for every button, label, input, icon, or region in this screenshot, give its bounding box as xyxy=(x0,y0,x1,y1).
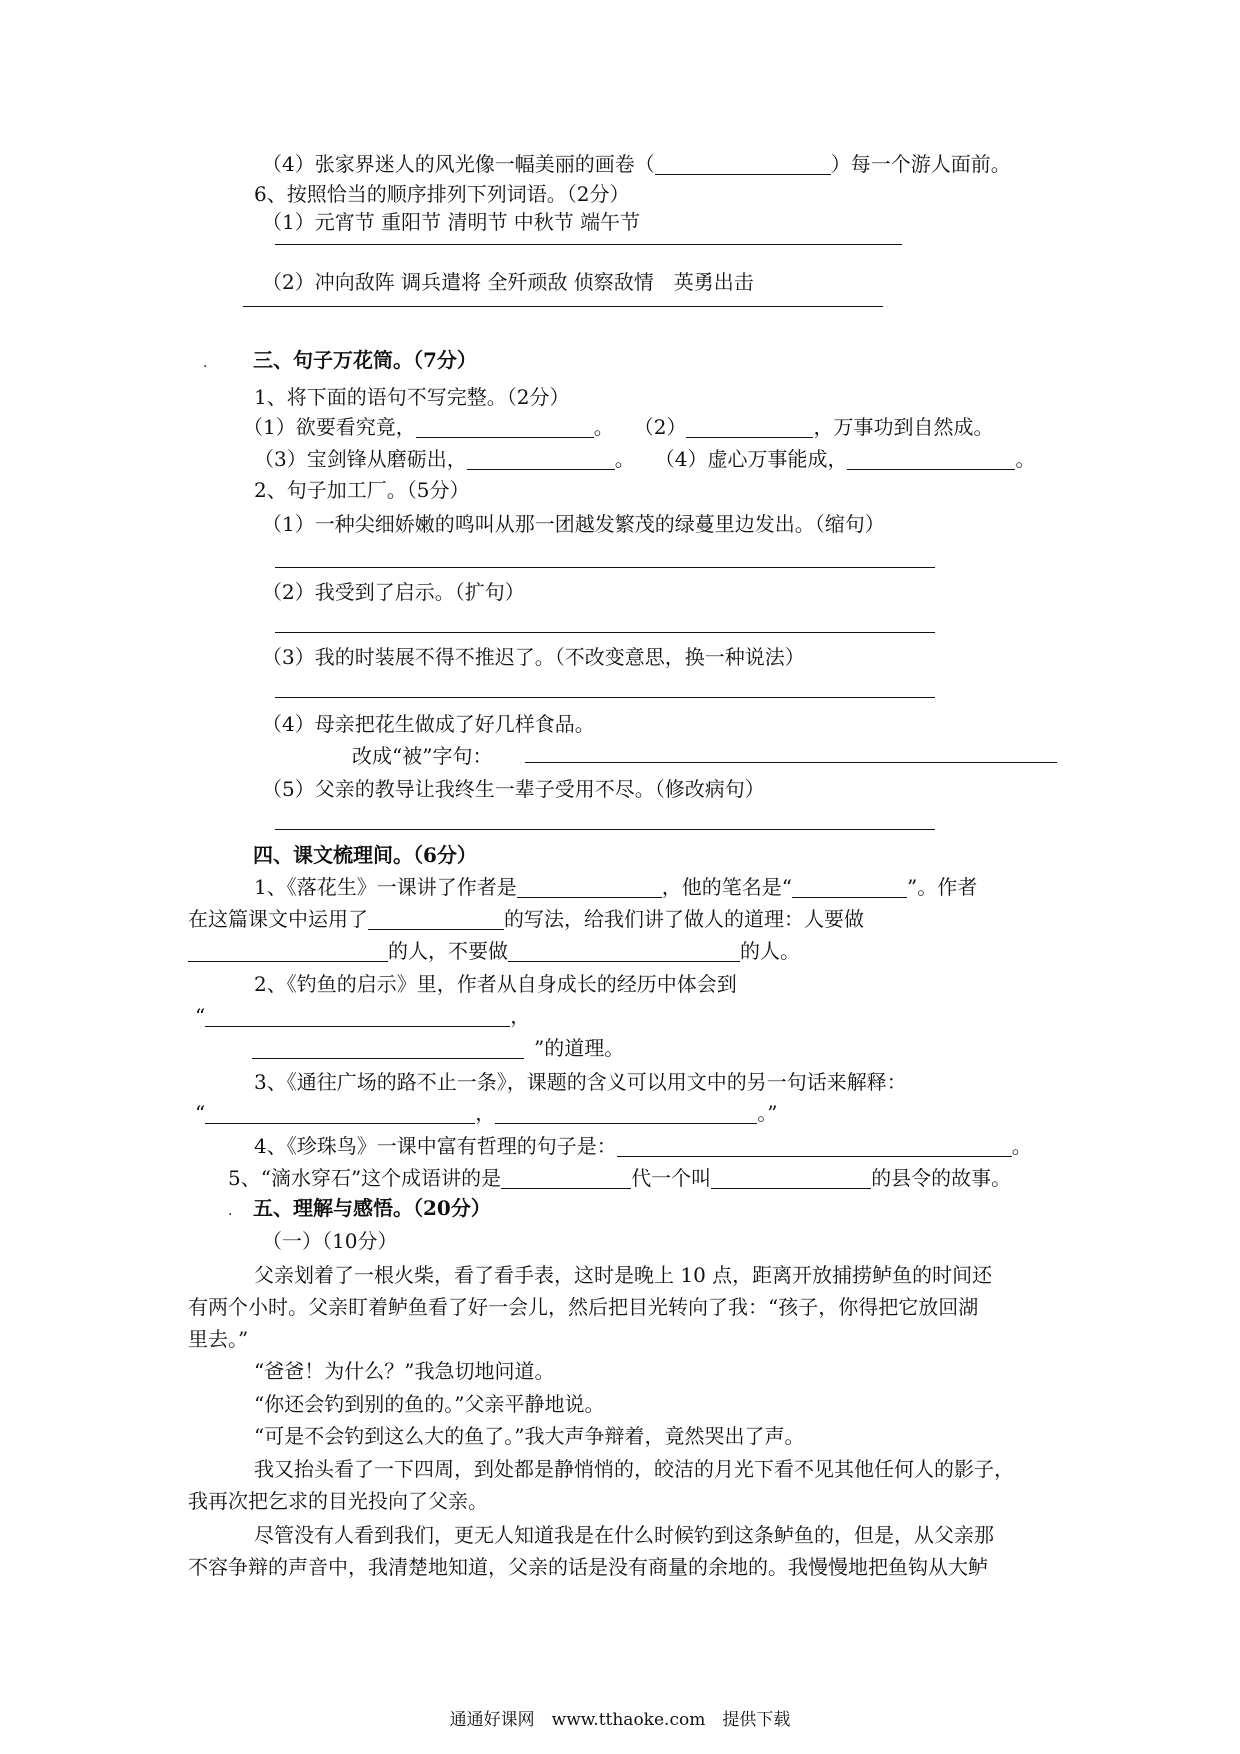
section-4-title: 四、课文梳理间。（6分） xyxy=(253,843,477,867)
passage-line: 尽管没有人看到我们，更无人知道我是在什么时候钓到这条鲈鱼的，但是，从父亲那 xyxy=(254,1523,994,1547)
s3-q2-item-4: （4）母亲把花生做成了好几样食品。 xyxy=(262,712,595,736)
s4-q5-line: 5、“滴水穿石”这个成语讲的是 代一个叫 的县令的故事。 xyxy=(228,1166,1012,1190)
answer-line[interactable] xyxy=(275,829,935,830)
passage-line: 父亲划着了一根火柴，看了看手表，这时是晚上 10 点，距离开放捕捞鲈鱼的时间还 xyxy=(254,1263,993,1287)
answer-blank[interactable] xyxy=(711,1166,871,1189)
footer-credit: 通通好课网 www.tthaoke.com 提供下载 xyxy=(449,1710,791,1730)
s4-q3-line-1: 3、《通往广场的路不止一条》，课题的含义可以用文中的另一句话来解释： xyxy=(254,1070,907,1094)
s3-q2-item-1: （1）一种尖细娇嫩的鸣叫从那一团越发繁茂的绿蔓里边发出。（缩句） xyxy=(262,512,885,536)
passage-line: 有两个小时。父亲盯着鲈鱼看了好一会儿，然后把目光转向了我：“孩子，你得把它放回湖 xyxy=(188,1295,979,1319)
section-5-title: 五、理解与感悟。（20分） xyxy=(253,1196,491,1220)
margin-mark: . xyxy=(203,355,208,371)
answer-blank[interactable] xyxy=(416,415,594,438)
s4-q2-line-1: 2、《钓鱼的启示》里，作者从自身成长的经历中体会到 xyxy=(254,972,737,996)
answer-blank[interactable] xyxy=(847,447,1015,470)
answer-line[interactable] xyxy=(275,697,935,698)
passage-line: “爸爸！为什么？”我急切地问道。 xyxy=(254,1359,555,1383)
passage-line: 我又抬头看了一下四周，到处都是静悄悄的，皎洁的月光下看不见其他任何人的影子， xyxy=(254,1457,1014,1481)
answer-blank[interactable] xyxy=(252,1036,524,1059)
answer-blank[interactable] xyxy=(501,1166,631,1189)
s3-q2-item-3: （3）我的时装展不得不推迟了。（不改变意思，换一种说法） xyxy=(262,645,805,669)
s4-q2-line-3: ”的道理。 xyxy=(252,1034,624,1062)
answer-blank[interactable] xyxy=(188,939,388,962)
s4-q3-line-2: “ ， 。” xyxy=(195,1101,778,1125)
answer-blank[interactable] xyxy=(655,152,831,175)
answer-blank[interactable] xyxy=(205,1004,510,1027)
s3-q2-item-2: （2）我受到了启示。（扩句） xyxy=(262,580,525,604)
s4-q4-line: 4、《珍珠鸟》一课中富有哲理的句子是： 。 xyxy=(254,1134,1032,1158)
s3-q2-item-5: （5）父亲的教导让我终生一辈子受用不尽。（修改病句） xyxy=(262,777,765,801)
margin-mark: . xyxy=(228,1203,233,1219)
answer-blank[interactable] xyxy=(495,1101,757,1124)
answer-blank[interactable] xyxy=(792,875,907,898)
s4-q2-line-2: “ ， xyxy=(195,1004,531,1028)
q4-line: （4）张家界迷人的风光像一幅美丽的画卷（ ）每一个游人面前。 xyxy=(262,152,1011,176)
s3-q1-row-1: （1）欲要看究竟， 。 （2） ，万事功到自然成。 xyxy=(243,415,994,439)
passage-line: “可是不会钓到这么大的鱼了。”我大声争辩着，竟然哭出了声。 xyxy=(254,1424,805,1448)
s3-q1-row-2: （3）宝剑锋从磨砺出， 。 （4）虚心万事能成， 。 xyxy=(254,447,1036,471)
answer-line[interactable] xyxy=(525,762,1057,763)
passage-line: 我再次把乞求的目光投向了父亲。 xyxy=(188,1489,488,1513)
answer-blank[interactable] xyxy=(686,415,813,438)
s5-part-1: （一）（10分） xyxy=(262,1229,398,1253)
answer-blank[interactable] xyxy=(467,447,615,470)
passage-line: 里去。” xyxy=(188,1327,249,1351)
s3-q2-item-4-sub: 改成“被”字句： xyxy=(352,744,493,768)
answer-line[interactable] xyxy=(275,567,935,568)
passage-line: “你还会钓到别的鱼的。”父亲平静地说。 xyxy=(254,1392,605,1416)
answer-blank[interactable] xyxy=(368,907,504,930)
answer-blank[interactable] xyxy=(205,1101,475,1124)
answer-blank[interactable] xyxy=(517,875,662,898)
s4-q1-line-2: 在这篇课文中运用了 的写法，给我们讲了做人的道理：人要做 xyxy=(188,907,864,931)
q6-title: 6、按照恰当的顺序排列下列词语。（2分） xyxy=(254,182,630,206)
section-3-title: 三、句子万花筒。（7分） xyxy=(253,348,477,372)
passage-line: 不容争辩的声音中，我清楚地知道，父亲的话是没有商量的余地的。我慢慢地把鱼钩从大鲈 xyxy=(188,1555,988,1579)
s4-q1-line-1: 1、《落花生》一课讲了作者是 ，他的笔名是“ ”。作者 xyxy=(254,875,978,899)
answer-blank[interactable] xyxy=(617,1134,1012,1157)
answer-line[interactable] xyxy=(275,244,902,245)
s4-q1-line-3: 的人，不要做 的人。 xyxy=(188,937,800,965)
s3-q1-title: 1、将下面的语句不写完整。（2分） xyxy=(254,385,570,409)
answer-line[interactable] xyxy=(243,306,883,307)
s3-q2-title: 2、句子加工厂。（5分） xyxy=(254,478,470,502)
q6-item-1: （1）元宵节 重阳节 清明节 中秋节 端午节 xyxy=(262,210,641,234)
q6-item-2: （2）冲向敌阵 调兵遣将 全歼顽敌 侦察敌情 英勇出击 xyxy=(262,270,754,294)
answer-line[interactable] xyxy=(275,632,935,633)
answer-blank[interactable] xyxy=(508,939,740,962)
